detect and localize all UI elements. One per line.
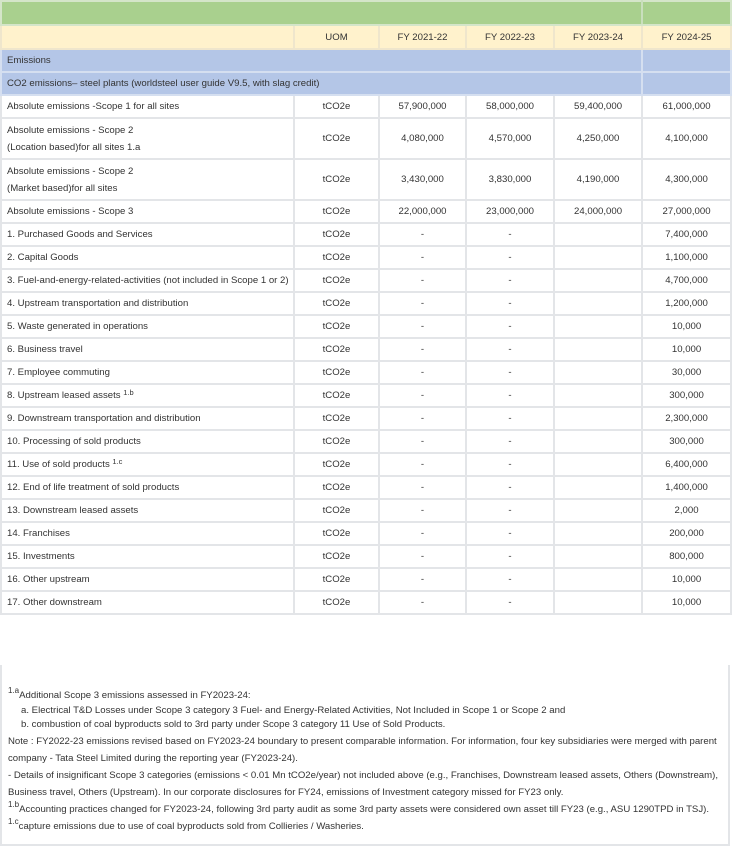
row-value: - [466,522,554,545]
row-label-text: 2. Capital Goods [7,252,79,263]
row-label-line1: Absolute emissions - Scope 2 [7,165,134,177]
row-value: 4,190,000 [554,159,642,200]
row-value: 4,570,000 [466,118,554,159]
row-value: - [466,476,554,499]
row-value: 27,000,000 [642,200,731,223]
row-value: 7,400,000 [642,223,731,246]
row-value [554,591,642,614]
table-row [1,95,731,118]
row-value: 4,100,000 [642,118,731,159]
footnote-text: Additional Scope 3 emissions assessed in FY2023-24: [19,690,251,701]
row-value [554,545,642,568]
footnote-marker: 1.b [8,800,20,809]
row-uom: tCO2e [294,269,379,292]
section-label: Emissions [1,49,642,72]
row-uom: tCO2e [294,568,379,591]
row-value: - [466,453,554,476]
row-value: 10,000 [642,338,731,361]
row-label-text: 8. Upstream leased assets [7,390,124,401]
row-value: 58,000,000 [466,95,554,118]
title-band-row [1,1,731,25]
row-label-line2: (Location based)for all sites 1.a [7,141,141,153]
header-year: FY 2021-22 [379,25,466,49]
row-value: 3,830,000 [466,159,554,200]
row-uom: tCO2e [294,591,379,614]
footnote-1a-item-b: b. combustion of coal byproducts sold to 3rd party under Scope 3 category 11 Use of Sold Products. [21,718,446,730]
row-label-text: 17. Other downstream [7,597,102,608]
row-value: 10,000 [642,568,731,591]
table-row [1,361,731,384]
table-row [1,499,731,522]
row-label [1,522,294,545]
footnote-reference: 1.b [123,388,134,397]
section-label: CO2 emissions– steel plants (worldsteel user guide V9.5, with slag credit) [1,72,642,95]
header-blank [1,25,294,49]
section-blank [642,72,731,95]
row-uom: tCO2e [294,118,379,159]
row-value: - [466,223,554,246]
row-value [554,338,642,361]
row-value: 23,000,000 [466,200,554,223]
row-label-text: 1. Purchased Goods and Services [7,229,153,240]
row-uom: tCO2e [294,453,379,476]
note-paragraph: Note : FY2022-23 emissions revised based on FY2023-24 boundary to present comparable information. For information, four key subsidiaries were merged with parent company - Tata Steel Limited during the reporting year (FY2023-24). [8,736,717,764]
row-value: 300,000 [642,430,731,453]
row-value: - [466,499,554,522]
row-value: - [379,384,466,407]
row-value: - [379,522,466,545]
row-label [1,407,294,430]
details-paragraph: - Details of insignificant Scope 3 categories (emissions < 0.01 Mn tCO2e/year) not included above (e.g., Franchises, Downstream leased assets, Others (Downstream), Business travel, Others (Upstream). In our corporate disclosures for FY24, emissions of Investment category missed for FY23 only. [8,770,718,798]
row-value: 24,000,000 [554,200,642,223]
row-value: - [379,591,466,614]
row-value: 22,000,000 [379,200,466,223]
row-value: 4,080,000 [379,118,466,159]
row-value [554,499,642,522]
row-value: 10,000 [642,591,731,614]
row-value: - [379,545,466,568]
row-uom: tCO2e [294,246,379,269]
row-label-text: 5. Waste generated in operations [7,321,148,332]
row-label [1,246,294,269]
title-band-cell-last [642,1,731,25]
row-label [1,269,294,292]
table-row [1,269,731,292]
row-value: - [379,407,466,430]
row-uom: tCO2e [294,545,379,568]
row-value: - [379,453,466,476]
row-uom: tCO2e [294,476,379,499]
header-year: FY 2024-25 [642,25,731,49]
table-row [1,246,731,269]
table-row [1,200,731,223]
row-value: - [379,315,466,338]
row-value: - [466,338,554,361]
row-label-text: 15. Investments [7,551,75,562]
row-value: 1,400,000 [642,476,731,499]
table-row [1,292,731,315]
row-value: 200,000 [642,522,731,545]
table-row [1,568,731,591]
row-label [1,384,294,407]
row-label [1,118,294,159]
row-uom: tCO2e [294,223,379,246]
row-label-text: 6. Business travel [7,344,83,355]
row-label-line2: (Market based)for all sites [7,182,118,194]
footnote-1a-item-a: a. Electrical T&D Losses under Scope 3 category 3 Fuel- and Energy-Related Activities, Not Included in Scope 1 or Scope 2 and [21,705,566,716]
row-uom: tCO2e [294,361,379,384]
row-value: - [466,315,554,338]
row-value [554,361,642,384]
row-value: 1,100,000 [642,246,731,269]
section-blank [642,49,731,72]
section-row-co2 [1,72,731,95]
row-value [554,384,642,407]
row-value: 6,400,000 [642,453,731,476]
row-value: - [379,430,466,453]
row-value: - [466,269,554,292]
row-label [1,159,294,200]
footnote-marker: 1.a [8,686,20,695]
row-label-text: 14. Franchises [7,528,70,539]
row-value [554,476,642,499]
row-value: - [466,545,554,568]
row-label-text: 12. End of life treatment of sold products [7,482,180,493]
footnote-text: capture emissions due to use of coal byproducts sold from Collieries / Washeries. [18,821,364,832]
row-value: - [466,407,554,430]
row-value: - [379,338,466,361]
row-uom: tCO2e [294,338,379,361]
row-value: - [379,223,466,246]
row-label: Absolute emissions - Scope 3 [1,200,294,223]
row-value [554,315,642,338]
row-value: - [466,430,554,453]
row-value: 2,000 [642,499,731,522]
table-row [1,315,731,338]
row-value: 59,400,000 [554,95,642,118]
table-row [1,407,731,430]
row-value: - [466,361,554,384]
row-uom: tCO2e [294,407,379,430]
row-uom: tCO2e [294,159,379,200]
row-value: 57,900,000 [379,95,466,118]
footnote-1c [8,818,728,835]
row-value: 3,430,000 [379,159,466,200]
row-uom: tCO2e [294,292,379,315]
row-uom: tCO2e [294,200,379,223]
row-label-text: 13. Downstream leased assets [7,505,139,516]
table-row [1,476,731,499]
row-label [1,430,294,453]
row-value: 4,300,000 [642,159,731,200]
row-value: - [379,476,466,499]
row-value: - [379,269,466,292]
row-value: - [379,246,466,269]
footnote-reference: 1.c [112,457,123,466]
footnote-1b [8,801,728,818]
table-row [1,118,731,159]
row-label-text: 3. Fuel-and-energy-related-activities (not included in Scope 1 or 2) [7,275,289,286]
row-value: - [466,292,554,315]
footnote-1a [8,687,728,704]
row-label: Absolute emissions -Scope 1 for all sites [1,95,294,118]
row-label [1,453,294,476]
row-value: - [379,499,466,522]
row-value [554,407,642,430]
row-label-text: 11. Use of sold products [7,459,113,470]
row-label-text: 7. Employee commuting [7,367,110,378]
row-value: 4,250,000 [554,118,642,159]
row-value: - [379,568,466,591]
row-uom: tCO2e [294,384,379,407]
header-year: FY 2023-24 [554,25,642,49]
row-value: 10,000 [642,315,731,338]
row-value: 30,000 [642,361,731,384]
row-label [1,223,294,246]
row-value: - [466,568,554,591]
row-value [554,430,642,453]
row-label [1,315,294,338]
row-value [554,292,642,315]
section-row-emissions [1,49,731,72]
row-value: 300,000 [642,384,731,407]
row-label-text: 16. Other upstream [7,574,90,585]
table-row [1,223,731,246]
footnote-text: Accounting practices changed for FY2023-24, following 3rd party audit as some 3rd party assets were considered own asset till FY23 (e.g., ASU 1290TPD in TSJ). [19,804,709,815]
row-uom: tCO2e [294,315,379,338]
row-value: - [379,292,466,315]
column-header-row [1,25,731,49]
row-label [1,292,294,315]
row-value: - [466,384,554,407]
row-value [554,453,642,476]
footnote-marker: 1.c [8,817,19,826]
row-value: 1,200,000 [642,292,731,315]
row-value: 61,000,000 [642,95,731,118]
footnotes-box [0,665,730,846]
table-row [1,338,731,361]
header-year: FY 2022-23 [466,25,554,49]
row-label [1,476,294,499]
title-band-cell [1,1,642,25]
row-value [554,568,642,591]
row-value [554,269,642,292]
row-value: 2,300,000 [642,407,731,430]
row-uom: tCO2e [294,95,379,118]
row-label-line1: Absolute emissions - Scope 2 [7,124,134,136]
row-value [554,246,642,269]
row-label [1,361,294,384]
table-row [1,384,731,407]
row-label-text: 10. Processing of sold products [7,436,141,447]
row-uom: tCO2e [294,430,379,453]
table-row [1,430,731,453]
row-value: - [379,361,466,384]
row-label [1,591,294,614]
row-label [1,545,294,568]
row-label [1,338,294,361]
row-label-text: 9. Downstream transportation and distribution [7,413,201,424]
table-row [1,522,731,545]
row-label [1,568,294,591]
table-row [1,453,731,476]
header-uom: UOM [294,25,379,49]
table-row [1,545,731,568]
row-label [1,499,294,522]
row-uom: tCO2e [294,522,379,545]
row-label-text: 4. Upstream transportation and distribution [7,298,189,309]
row-uom: tCO2e [294,499,379,522]
row-value: - [466,246,554,269]
table-row [1,159,731,200]
row-value [554,223,642,246]
table-row [1,591,731,614]
row-value: - [466,591,554,614]
row-value: 4,700,000 [642,269,731,292]
row-value [554,522,642,545]
row-value: 800,000 [642,545,731,568]
